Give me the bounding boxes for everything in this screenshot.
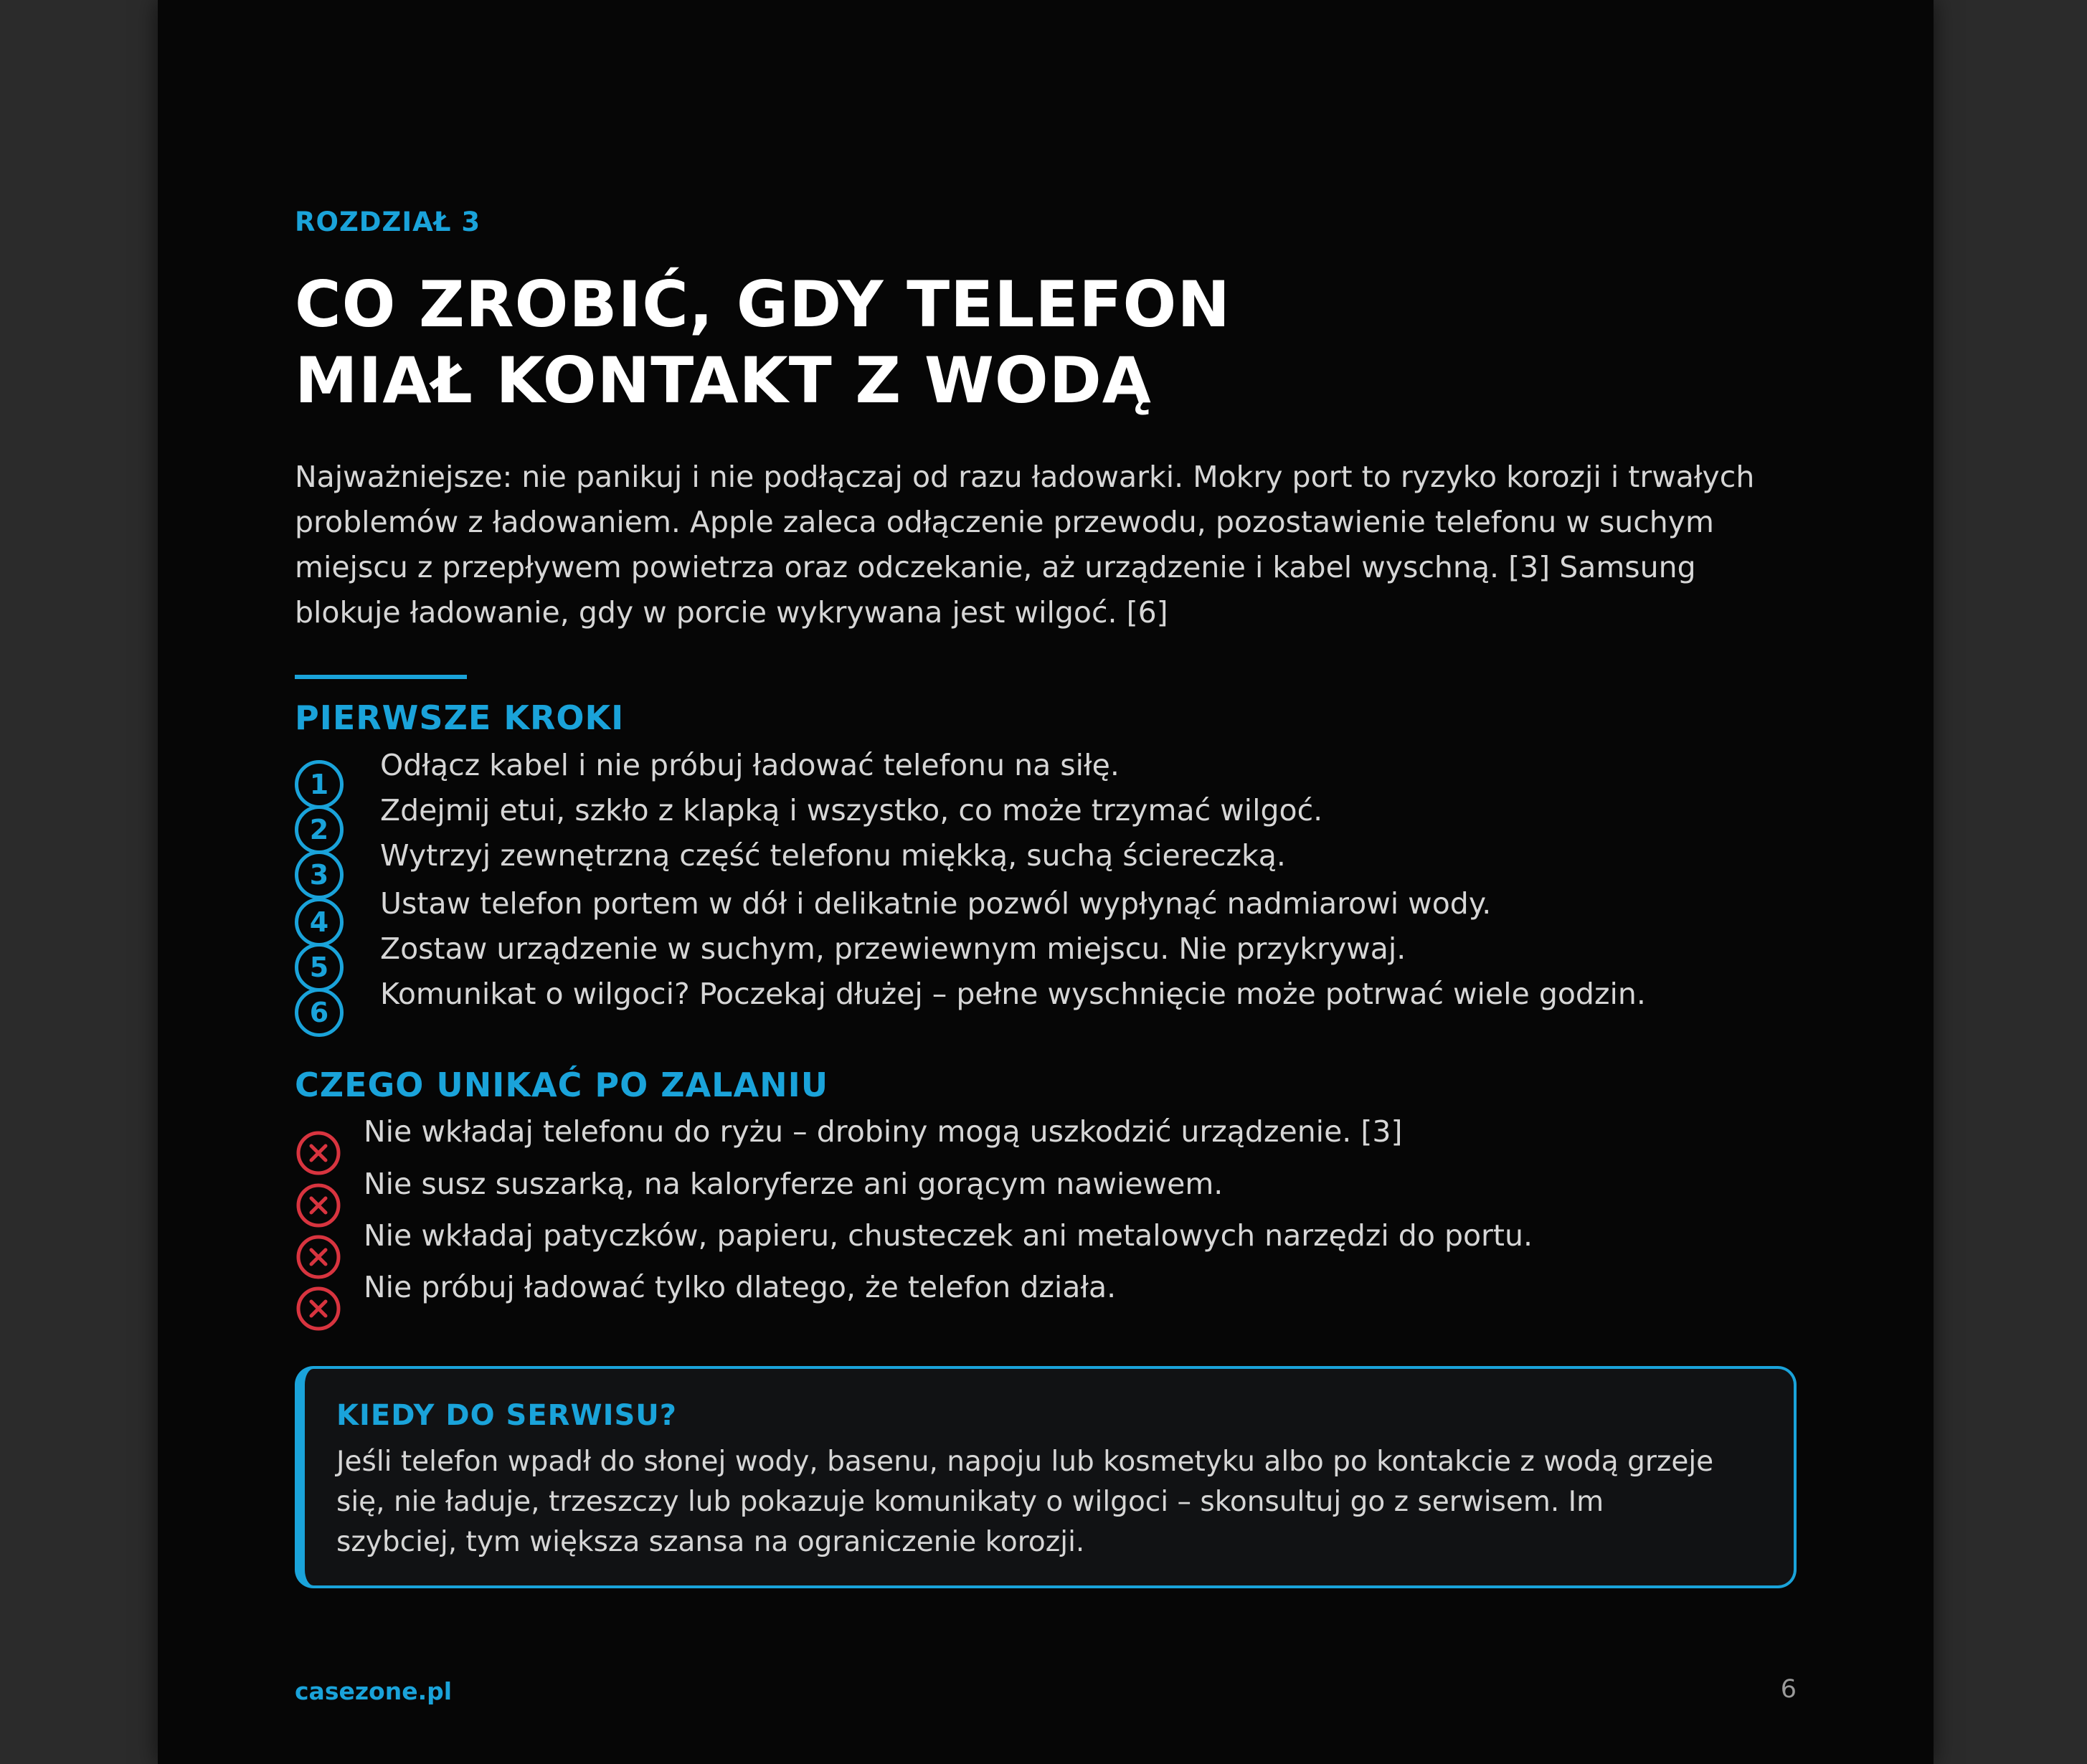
lead-line: blokuje ładowanie, gdy w porcie wykrywana jest wilgoć. [6] [295,595,1168,630]
step-number-badge: 3 [295,850,344,899]
step-text: Wytrzyj zewnętrzną część telefonu miękką, suchą ściereczką. [380,838,1286,873]
step-text: Zdejmij etui, szkło z klapką i wszystko, co może trzymać wilgoć. [380,793,1323,828]
step-text: Ustaw telefon portem w dół i delikatnie pozwól wypłynąć nadmiarowi wody. [380,886,1492,921]
avoid-item-text: Nie próbuj ładować tylko dlatego, że telefon działa. [364,1270,1117,1304]
avoid-item-text: Nie wkładaj patyczków, papieru, chusteczek ani metalowych narzędzi do portu. [364,1218,1533,1253]
avoid-item-text: Nie susz suszarką, na kaloryferze ani gorącym nawiewem. [364,1167,1224,1201]
step-number-badge: 4 [295,898,344,947]
service-callout-body [336,1442,1785,1563]
step-text: Odłącz kabel i nie próbuj ładować telefonu na siłę. [380,748,1120,782]
lead-line: miejscu z przepływem powietrza oraz odczekanie, aż urządzenie i kabel wyschną. [3] Samsung [295,550,1696,584]
lead-paragraph [295,455,1837,635]
page-title-line: CO ZROBIĆ, GDY TELEFON [295,267,1231,341]
first-steps-heading: PIERWSZE KROKI [295,698,625,737]
footer-brand-link[interactable]: casezone.pl [295,1677,453,1705]
avoid-heading: CZEGO UNIKAĆ PO ZALANIU [295,1066,829,1104]
section-divider [295,675,467,679]
document-page [158,0,1934,1764]
page-title-line: MIAŁ KONTAKT Z WODĄ [295,343,1152,417]
x-circle-icon [295,1129,342,1177]
x-circle-icon [295,1182,342,1229]
lead-line: Najważniejsze: nie panikuj i nie podłączaj od razu ładowarki. Mokry port to ryzyko korozji i trwałych [295,460,1755,494]
x-circle-icon [295,1233,342,1281]
step-text: Zostaw urządzenie w suchym, przewiewnym miejscu. Nie przykrywaj. [380,931,1406,966]
lead-line: problemów z ładowaniem. Apple zaleca odłączenie przewodu, pozostawienie telefonu w suchym [295,505,1714,539]
step-number-badge: 2 [295,805,344,854]
page-number: 6 [1780,1675,1797,1704]
step-number-badge: 5 [295,943,344,992]
step-number-badge: 1 [295,760,344,809]
x-circle-icon [295,1285,342,1332]
chapter-label: ROZDZIAŁ 3 [295,207,481,237]
avoid-item-text: Nie wkładaj telefonu do ryżu – drobiny mogą uszkodzić urządzenie. [3] [364,1114,1403,1149]
page-title [295,267,1231,419]
step-number-badge: 6 [295,988,344,1037]
service-callout-line: się, nie ładuje, trzeszczy lub pokazuje komunikaty o wilgoci – skonsultuj go z serwisem. Im [336,1486,1604,1518]
service-callout [295,1366,1797,1588]
service-callout-title: KIEDY DO SERWISU? [336,1399,677,1432]
step-text: Komunikat o wilgoci? Poczekaj dłużej – pełne wyschnięcie może potrwać wiele godzin. [380,977,1646,1011]
service-callout-line: Jeśli telefon wpadł do słonej wody, basenu, napoju lub kosmetyku albo po kontakcie z wodą grzeje [336,1446,1714,1478]
service-callout-line: szybciej, tym większa szansa na ograniczenie korozji. [336,1526,1085,1558]
